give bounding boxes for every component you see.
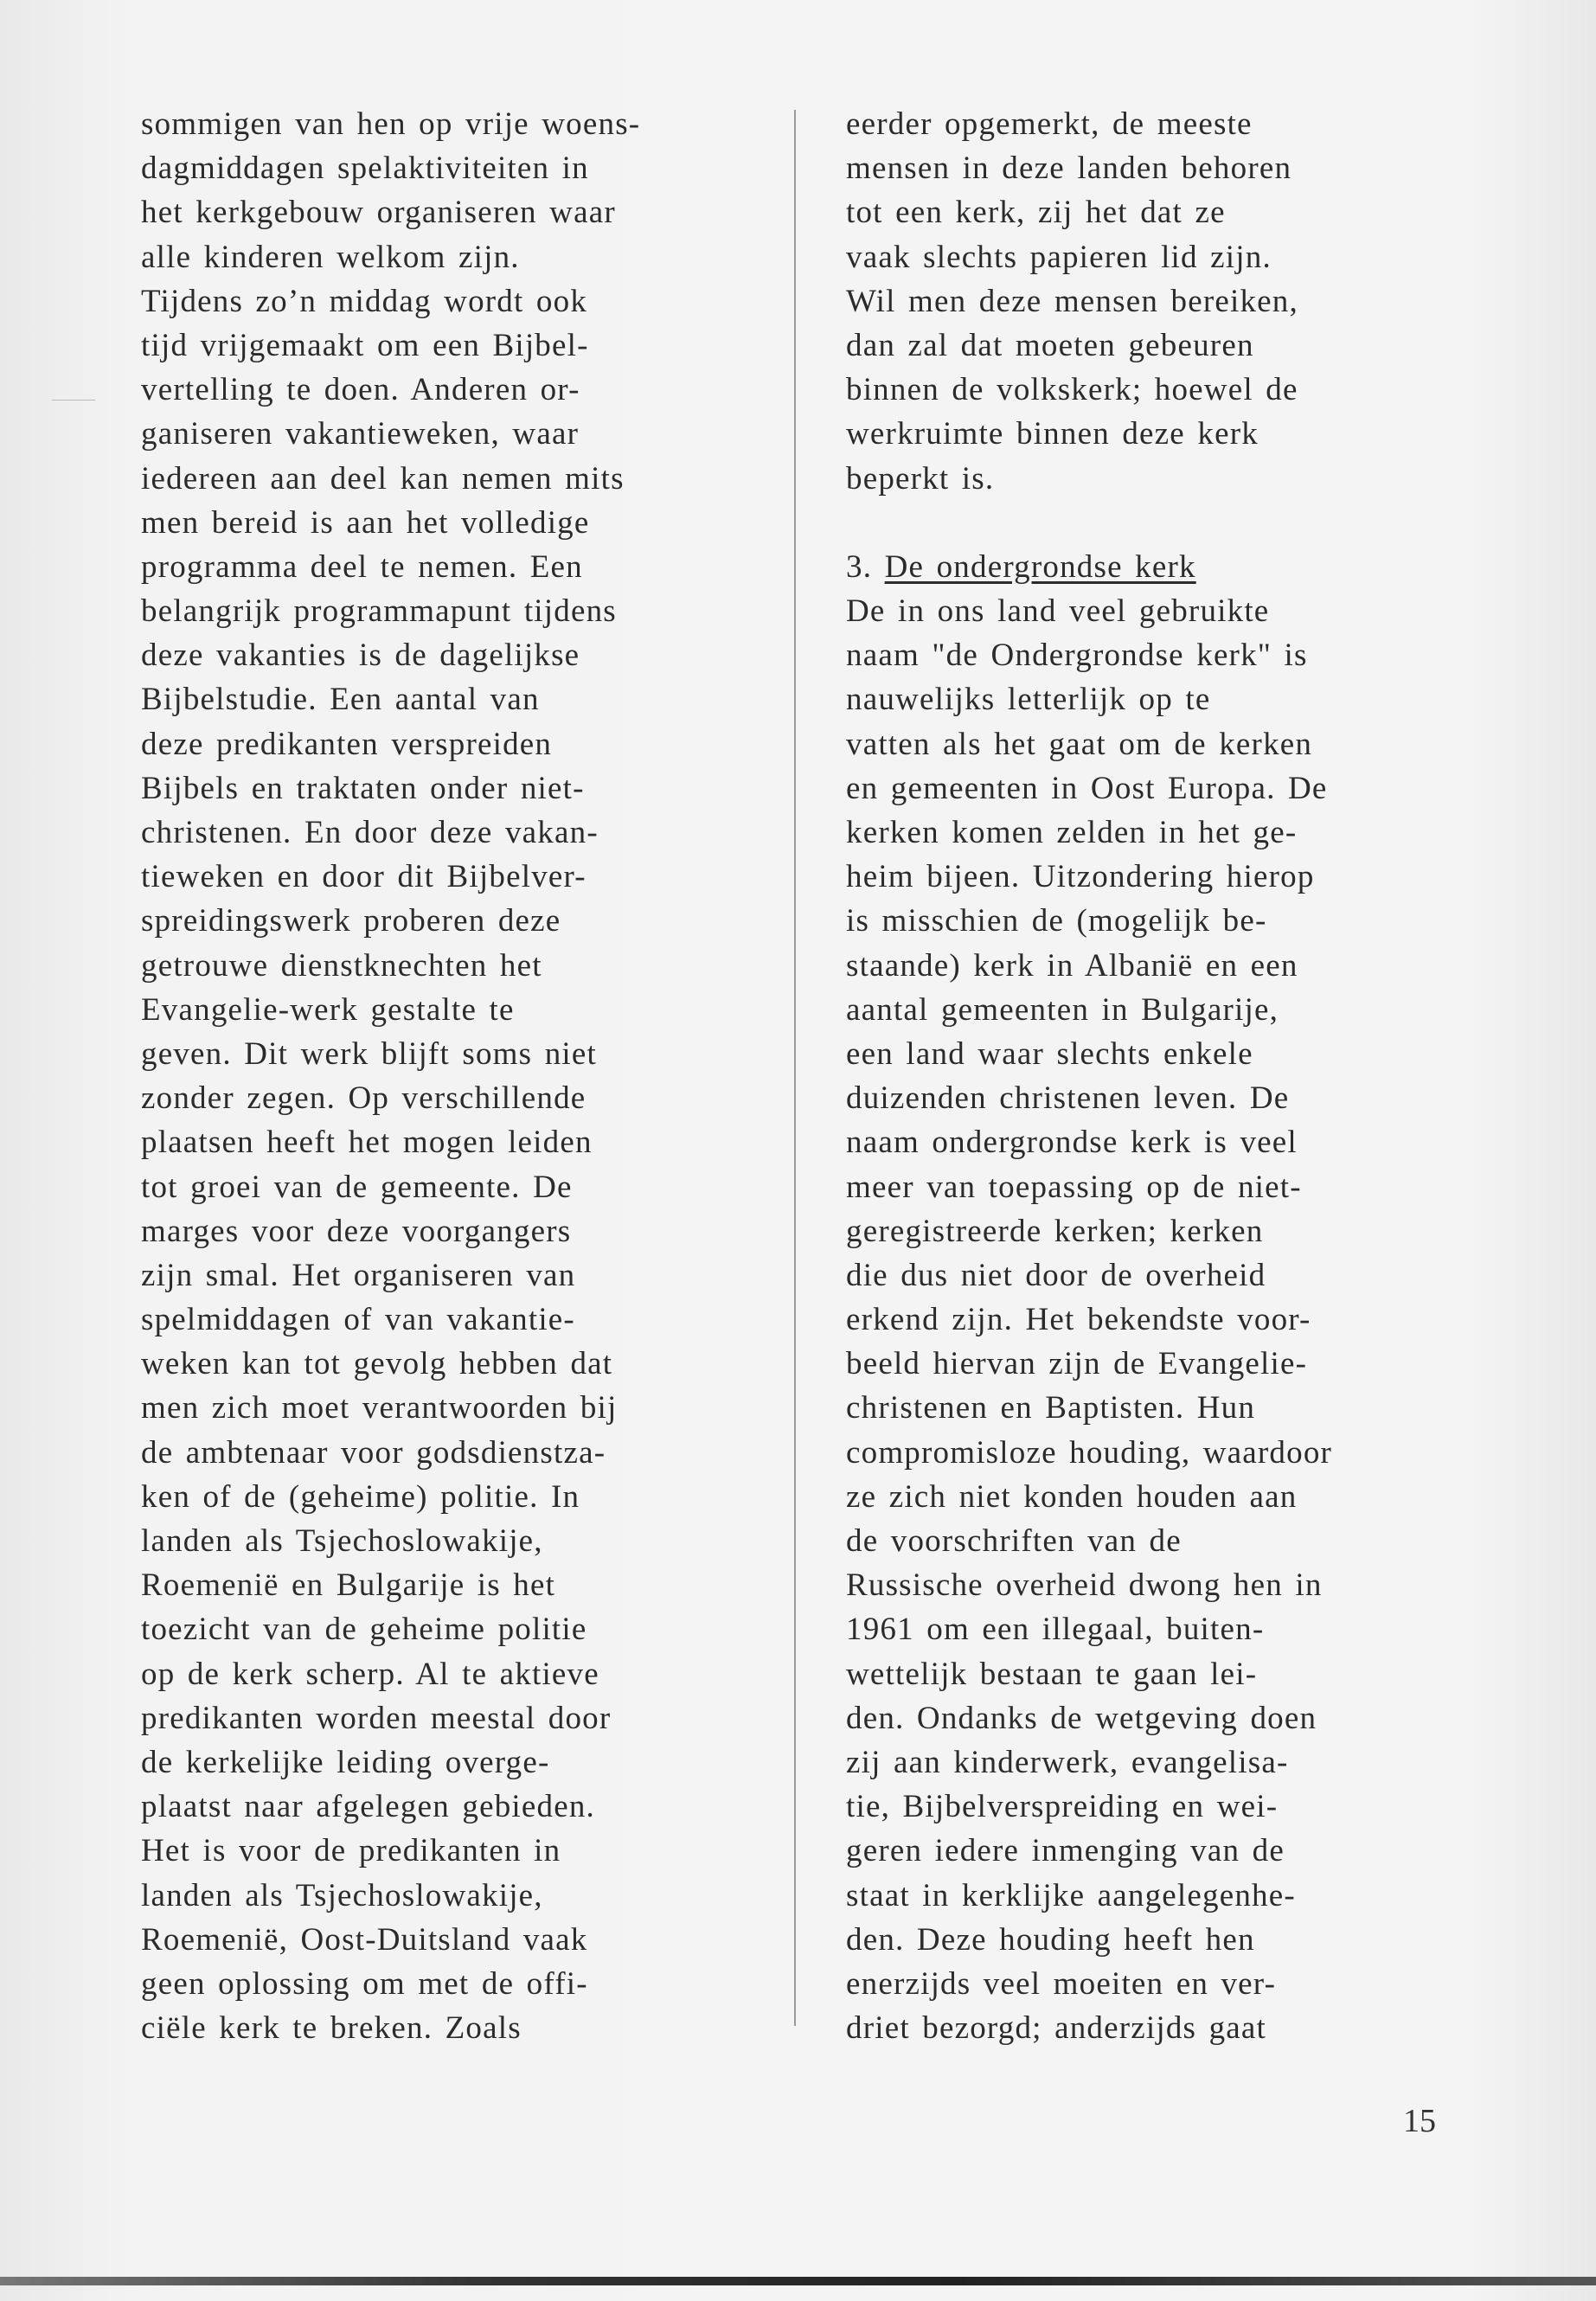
text-line: vertelling te doen. Anderen or- bbox=[141, 372, 580, 408]
scan-edge bbox=[0, 2277, 1596, 2285]
text-line: beeld hiervan zijn de Evangelie- bbox=[846, 1346, 1308, 1382]
text-line: eerder opgemerkt, de meeste bbox=[846, 106, 1253, 142]
text-line: staande) kerk in Albanië en een bbox=[846, 947, 1298, 984]
section-number: 3. bbox=[846, 548, 885, 585]
text-line: op de kerk scherp. Al te aktieve bbox=[141, 1656, 599, 1692]
text-line: zonder zegen. Op verschillende bbox=[141, 1080, 586, 1117]
text-line: spelmiddagen of van vakantie- bbox=[141, 1302, 575, 1338]
section-heading bbox=[846, 545, 1332, 589]
text-line: dagmiddagen spelaktiviteiten in bbox=[141, 151, 589, 187]
text-line: sommigen van hen op vrije woens- bbox=[141, 106, 641, 142]
text-line: erkend zijn. Het bekendste voor- bbox=[846, 1302, 1311, 1338]
text-line: Het is voor de predikanten in bbox=[141, 1833, 561, 1869]
text-line: toezicht van de geheime politie bbox=[141, 1612, 587, 1648]
text-line: enerzijds veel moeiten en ver- bbox=[846, 1965, 1277, 2002]
text-line: ciële kerk te breken. Zoals bbox=[141, 2010, 522, 2047]
text-line: de ambtenaar voor godsdienstza- bbox=[141, 1434, 606, 1471]
text-line: men bereid is aan het volledige bbox=[141, 504, 590, 541]
text-line: landen als Tsjechoslowakije, bbox=[141, 1523, 543, 1559]
text-line: de voorschriften van de bbox=[846, 1523, 1182, 1559]
text-line: is misschien de (mogelijk be- bbox=[846, 903, 1267, 939]
text-line: Roemenië en Bulgarije is het bbox=[141, 1567, 556, 1604]
text-line: Evangelie-werk gestalte te bbox=[141, 991, 515, 1028]
text-line: weken kan tot gevolg hebben dat bbox=[141, 1346, 613, 1382]
text-line: het kerkgebouw organiseren waar bbox=[141, 195, 616, 231]
text-line: meer van toepassing op de niet- bbox=[846, 1169, 1302, 1205]
text-line: 1961 om een illegaal, buiten- bbox=[846, 1612, 1265, 1648]
text-line: men zich moet verantwoorden bij bbox=[141, 1390, 618, 1426]
right-column-body bbox=[846, 589, 1332, 2050]
text-line: deze predikanten verspreiden bbox=[141, 726, 553, 762]
text-line: naam "de Ondergrondse kerk" is bbox=[846, 638, 1308, 674]
text-line: vaak slechts papieren lid zijn. bbox=[846, 239, 1272, 275]
text-line: ken of de (geheime) politie. In bbox=[141, 1478, 580, 1515]
text-line: alle kinderen welkom zijn. bbox=[141, 239, 520, 275]
text-line: plaatst naar afgelegen gebieden. bbox=[141, 1789, 595, 1825]
text-line: naam ondergrondse kerk is veel bbox=[846, 1125, 1298, 1161]
blank-line bbox=[846, 501, 1332, 545]
text-line: geren iedere inmenging van de bbox=[846, 1833, 1285, 1869]
text-line: vatten als het gaat om de kerken bbox=[846, 726, 1313, 762]
text-line: tot een kerk, zij het dat ze bbox=[846, 195, 1226, 231]
text-line: Wil men deze mensen bereiken, bbox=[846, 283, 1298, 319]
section-title: De ondergrondse kerk bbox=[884, 548, 1196, 585]
right-column bbox=[846, 102, 1332, 2050]
text-line: ze zich niet konden houden aan bbox=[846, 1478, 1298, 1515]
text-line: binnen de volkskerk; hoewel de bbox=[846, 372, 1298, 408]
text-line: iedereen aan deel kan nemen mits bbox=[141, 460, 625, 497]
text-line: getrouwe dienstknechten het bbox=[141, 947, 542, 984]
right-column-intro bbox=[846, 102, 1332, 501]
text-line: die dus niet door de overheid bbox=[846, 1257, 1266, 1293]
column-divider bbox=[794, 110, 796, 2026]
text-line: Bijbelstudie. Een aantal van bbox=[141, 682, 540, 718]
text-line: beperkt is. bbox=[846, 460, 995, 497]
text-line: de kerkelijke leiding overge- bbox=[141, 1744, 550, 1780]
text-line: heim bijeen. Uitzondering hierop bbox=[846, 859, 1315, 895]
text-line: driet bezorgd; anderzijds gaat bbox=[846, 2010, 1267, 2047]
page-number: 15 bbox=[1403, 2103, 1436, 2139]
text-line: zijn smal. Het organiseren van bbox=[141, 1257, 576, 1293]
text-line: mensen in deze landen behoren bbox=[846, 151, 1292, 187]
text-line: geregistreerde kerken; kerken bbox=[846, 1213, 1264, 1249]
text-line: De in ons land veel gebruikte bbox=[846, 593, 1270, 630]
text-line: deze vakanties is de dagelijkse bbox=[141, 638, 580, 674]
text-line: werkruimte binnen deze kerk bbox=[846, 416, 1259, 452]
text-line: predikanten worden meestal door bbox=[141, 1700, 612, 1736]
text-line: aantal gemeenten in Bulgarije, bbox=[846, 991, 1279, 1028]
text-line: tot groei van de gemeente. De bbox=[141, 1169, 573, 1205]
text-line: kerken komen zelden in het ge- bbox=[846, 815, 1298, 850]
margin-mark bbox=[52, 400, 95, 401]
text-line: nauwelijks letterlijk op te bbox=[846, 682, 1211, 718]
left-column bbox=[141, 102, 640, 2050]
text-line: Tijdens zo’n middag wordt ook bbox=[141, 283, 588, 319]
text-line: den. Deze houding heeft hen bbox=[846, 1921, 1255, 1958]
text-line: wettelijk bestaan te gaan lei- bbox=[846, 1656, 1258, 1692]
text-line: geen oplossing om met de offi- bbox=[141, 1965, 588, 2002]
text-line: programma deel te nemen. Een bbox=[141, 548, 583, 585]
text-line: belangrijk programmapunt tijdens bbox=[141, 593, 617, 630]
text-line: christenen. En door deze vakan- bbox=[141, 815, 599, 850]
text-line: tieweken en door dit Bijbelver- bbox=[141, 859, 586, 895]
text-line: staat in kerklijke aangelegenhe- bbox=[846, 1877, 1296, 1913]
text-line: landen als Tsjechoslowakije, bbox=[141, 1877, 543, 1913]
text-line: spreidingswerk proberen deze bbox=[141, 903, 561, 939]
text-line: tie, Bijbelverspreiding en wei- bbox=[846, 1789, 1279, 1825]
text-line: dan zal dat moeten gebeuren bbox=[846, 327, 1254, 363]
text-line: plaatsen heeft het mogen leiden bbox=[141, 1125, 593, 1161]
text-line: ganiseren vakantieweken, waar bbox=[141, 416, 580, 452]
text-line: Bijbels en traktaten onder niet- bbox=[141, 770, 585, 806]
text-line: zij aan kinderwerk, evangelisa- bbox=[846, 1744, 1289, 1780]
text-line: compromisloze houding, waardoor bbox=[846, 1434, 1333, 1471]
text-line: en gemeenten in Oost Europa. De bbox=[846, 770, 1328, 806]
text-line: tijd vrijgemaakt om een Bijbel- bbox=[141, 327, 589, 363]
text-line: een land waar slechts enkele bbox=[846, 1035, 1253, 1072]
text-line: den. Ondanks de wetgeving doen bbox=[846, 1700, 1317, 1736]
text-line: christenen en Baptisten. Hun bbox=[846, 1390, 1256, 1426]
text-line: geven. Dit werk blijft soms niet bbox=[141, 1035, 597, 1072]
text-line: Russische overheid dwong hen in bbox=[846, 1567, 1323, 1604]
text-line: Roemenië, Oost-Duitsland vaak bbox=[141, 1921, 588, 1958]
text-line: marges voor deze voorgangers bbox=[141, 1213, 572, 1249]
text-line: duizenden christenen leven. De bbox=[846, 1080, 1290, 1117]
